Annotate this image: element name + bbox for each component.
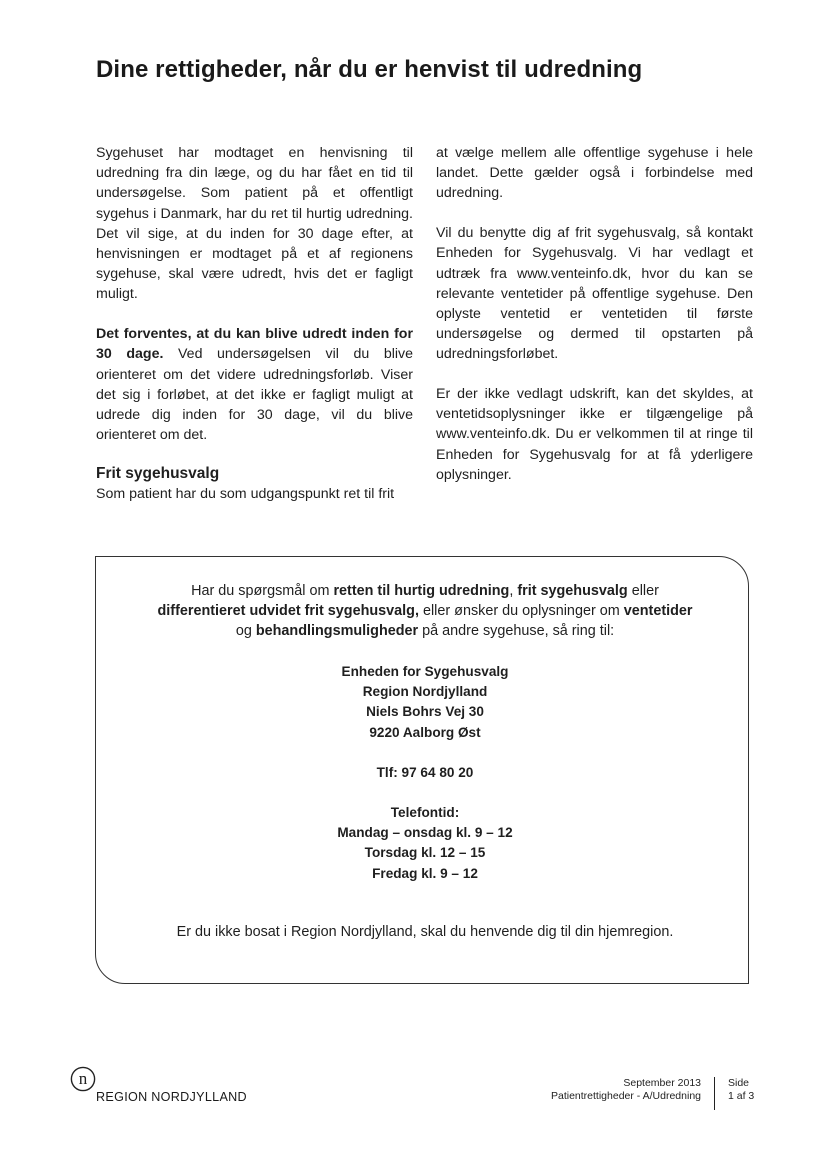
intro-text: eller ønsker du oplysninger om: [418, 603, 624, 620]
free-choice-paragraph-cont: at vælge mellem alle offentlige sygehuse i hele landet. Dette gælder også i forbindelse med udredning.: [436, 145, 753, 202]
info-box-footer: Er du ikke bosat i Region Nordjylland, skal du henvende dig til din hjemregion.: [176, 924, 674, 940]
footer-date: September 2013: [623, 1077, 701, 1089]
expectation-text: Ved undersøgelsen vil du blive orienteret om det videre udredningsforløb. Viser det sig i forløbet, at det ikke er fagligt muligt at udrede dig inden for 30 dage, vil du blive orienteret om det.: [96, 346, 413, 444]
hours-line: Mandag – onsdag kl. 9 – 12: [337, 825, 513, 841]
page-number: 1 af 3: [728, 1090, 755, 1102]
intro-text: ,: [509, 583, 518, 599]
footer-page: [728, 1077, 754, 1103]
expectation-highlight: Det forventes, at du kan blive udredt inden for 30 dage.: [96, 326, 413, 363]
left-column: [96, 143, 413, 505]
contact-org: Enheden for Sygehusvalg: [341, 664, 509, 679]
page-label: Side: [728, 1077, 750, 1089]
intro-text: og: [235, 623, 256, 640]
intro-bold: behandlingsmuligheder: [255, 623, 419, 640]
footer-doc-ref: Patientrettigheder - A/Udredning: [550, 1090, 701, 1102]
hours-line: Fredag kl. 9 – 12: [372, 865, 478, 881]
page-title: Dine rettigheder, når du er henvist til udredning: [96, 56, 643, 83]
intro-text: på andre sygehuse, så ring til:: [418, 623, 615, 640]
intro-bold: ventetider: [623, 603, 693, 620]
logo-letter: n: [78, 1069, 88, 1088]
intro-bold: frit sygehusvalg: [517, 583, 628, 599]
contact-city: 9220 Aalborg Øst: [369, 724, 481, 740]
intro-text: Har du spørgsmål om: [191, 583, 334, 599]
contact-street: Niels Bohrs Vej 30: [366, 704, 484, 720]
info-box-intro: [110, 581, 740, 642]
hours-label: Telefontid:: [390, 805, 460, 821]
intro-paragraph: Sygehuset har modtaget en henvisning til udredning fra din læge, og du har fået en tid til undersøgelse. Som patient på et offentligt sygehus i Danmark, har du ret til hurtig udredning. Det vil sige, at du inden for 30 dage efter, at henvisningen er modtaget på et af regionens sygehuse, skal være udredt, hvis det er fagligt muligt.: [96, 145, 413, 303]
intro-text: eller: [627, 583, 659, 599]
region-name: REGION NORDJYLLAND: [96, 1090, 247, 1104]
expectation-paragraph: [96, 324, 413, 445]
right-column: [436, 143, 753, 485]
hours-line: Torsdag kl. 12 – 15: [364, 845, 486, 861]
free-choice-paragraph-start: Som patient har du som udgangspunkt ret til frit: [96, 486, 395, 503]
footer-divider: [714, 1077, 715, 1110]
region-logo-icon: [70, 1066, 96, 1092]
footer-meta: [520, 1077, 701, 1103]
contact-region: Region Nordjylland: [362, 684, 488, 700]
section-heading-frit-sygehusvalg: Frit sygehusvalg: [96, 465, 220, 483]
contact-suggestion-paragraph: Vil du benytte dig af frit sygehusvalg, så kontakt Enheden for Sygehusvalg. Vi har vedlagt et udtræk fra www.venteinfo.dk, hvor du kan se relevante ventetider på offentlige sygehuse. Den oplyste ventetid er ventetiden til første undersøgelse og dermed til opstarten på udredningsforløbet.: [436, 225, 753, 363]
intro-bold: retten til hurtig udredning: [333, 583, 510, 599]
contact-block: [110, 662, 740, 884]
intro-bold: differentieret udvidet frit sygehusvalg,: [157, 603, 419, 620]
no-printout-paragraph: Er der ikke vedlagt udskrift, kan det skyldes, at ventetidsoplysninger ikke er tilgængelige på www.venteinfo.dk. Du er velkommen til at ringe til Enheden for Sygehusvalg for at få yderligere oplysninger.: [436, 386, 753, 483]
contact-phone: Tlf: 97 64 80 20: [376, 764, 474, 780]
